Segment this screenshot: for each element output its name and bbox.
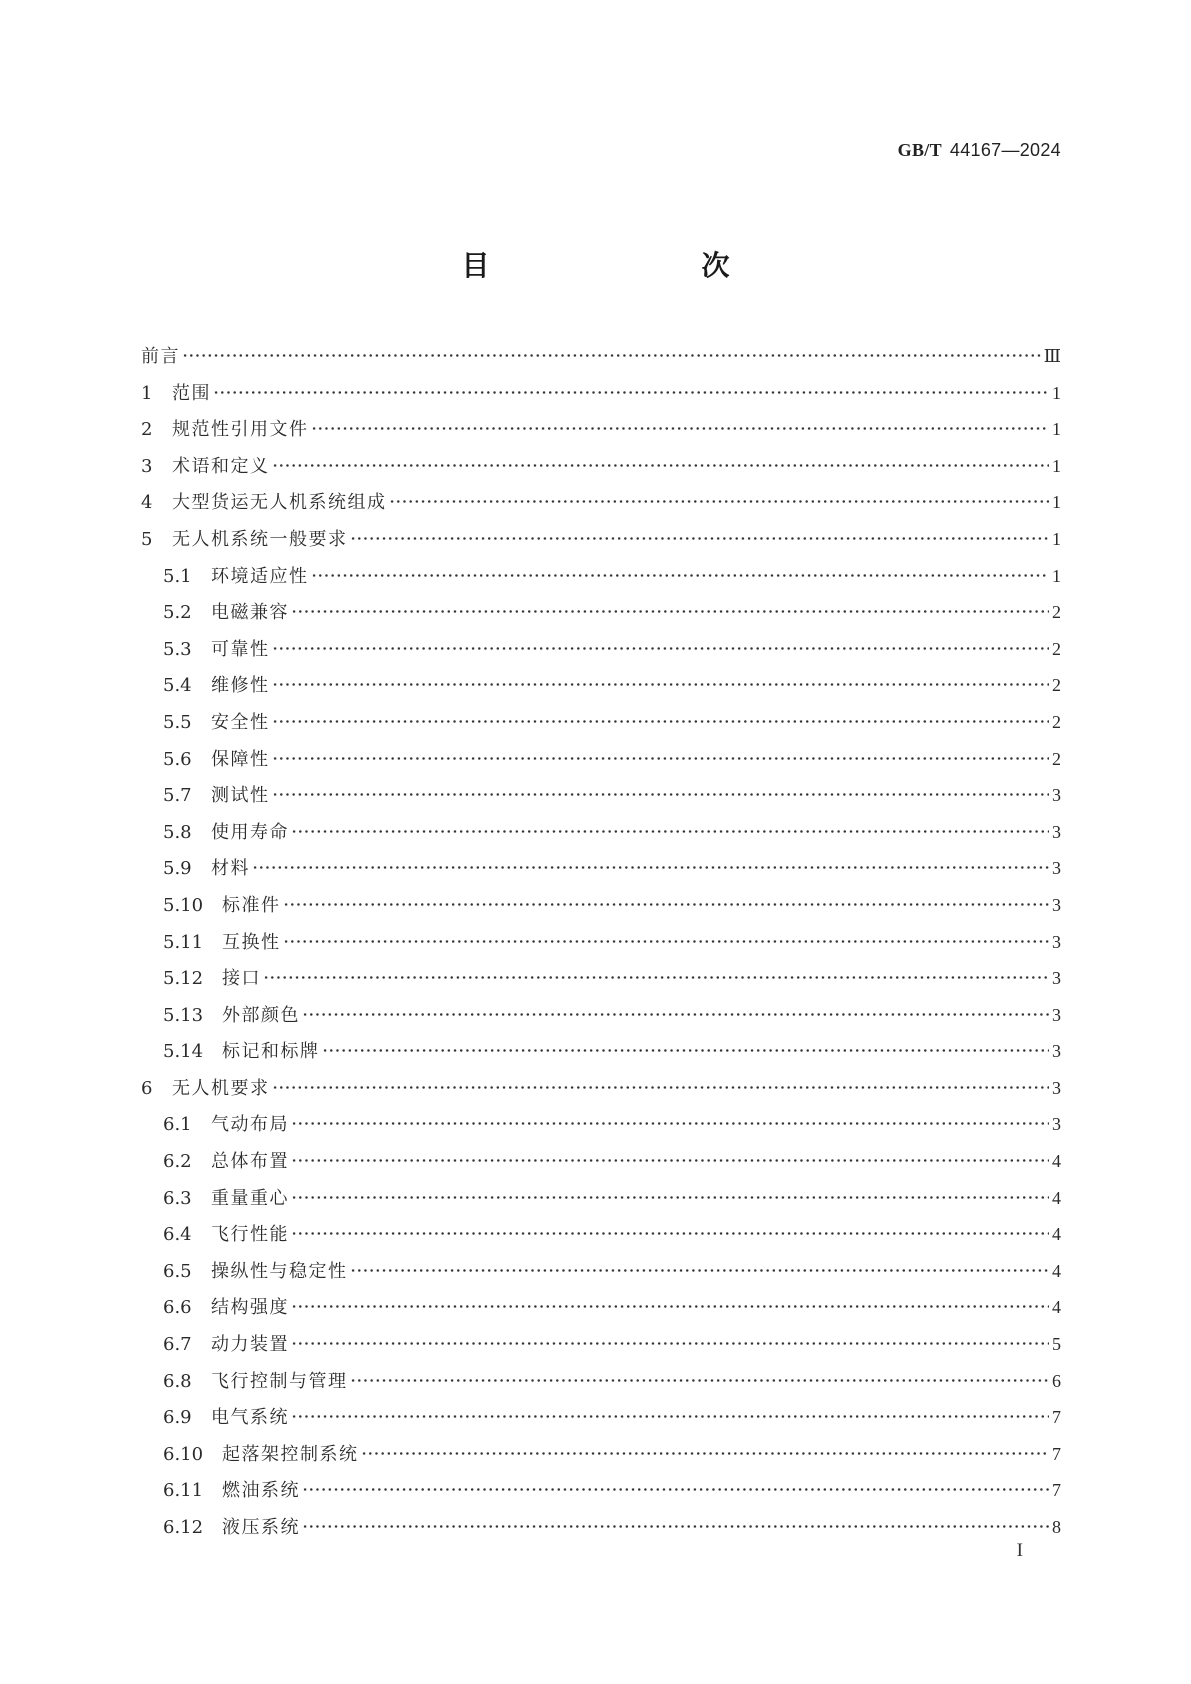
- toc-entry[interactable]: [141, 375, 1061, 412]
- dot-leader: [291, 1122, 1049, 1125]
- toc-entry-title: 术语和定义: [172, 455, 270, 477]
- toc-entry-page: 3: [1052, 968, 1061, 989]
- dot-leader: [213, 391, 1049, 394]
- dot-leader: [272, 720, 1050, 723]
- toc-entry-number: 5.12: [163, 968, 204, 990]
- toc-entry[interactable]: [141, 741, 1061, 778]
- dot-leader: [291, 1159, 1049, 1162]
- dot-leader: [272, 793, 1050, 796]
- dot-leader: [322, 1049, 1050, 1052]
- toc-entry-title: 标记和标牌: [222, 1041, 320, 1063]
- dot-leader: [302, 1525, 1049, 1528]
- page-number: I: [1016, 1540, 1023, 1561]
- toc-entry[interactable]: [141, 1253, 1061, 1290]
- toc-entry-number: 5.6: [163, 748, 192, 770]
- toc-entry-title: 液压系统: [222, 1517, 300, 1538]
- toc-entry-page: 7: [1052, 1407, 1061, 1428]
- toc-entry-number: 5.11: [163, 931, 204, 953]
- toc-entry-title: 无人机要求: [172, 1077, 270, 1099]
- dot-leader: [182, 354, 1042, 357]
- toc-entry-title: 互换性: [222, 931, 281, 953]
- toc-entry-page: 4: [1052, 1187, 1061, 1208]
- toc-entry-title: 无人机系统一般要求: [172, 528, 348, 550]
- standard-code: [898, 140, 1061, 161]
- dot-leader: [272, 757, 1050, 760]
- toc-entry-title: 维修性: [211, 675, 270, 697]
- toc-entry-number: 5.3: [163, 638, 192, 660]
- toc-entry-title: 气动布局: [211, 1114, 289, 1136]
- toc-entry-page: 1: [1052, 455, 1061, 476]
- toc-entry-page: 4: [1052, 1297, 1061, 1318]
- toc-entry-page: 1: [1052, 528, 1061, 549]
- toc-entry-number: 5.13: [163, 1004, 204, 1026]
- toc-entry-title: 飞行控制与管理: [211, 1370, 348, 1392]
- dot-leader: [311, 574, 1050, 577]
- standard-number: 44167—2024: [949, 140, 1061, 160]
- toc-entry-title: 安全性: [211, 711, 270, 733]
- dot-leader: [302, 1013, 1049, 1016]
- dot-leader: [361, 1452, 1050, 1455]
- toc-entry-number: 5.5: [163, 711, 192, 733]
- toc-entry[interactable]: [141, 704, 1061, 741]
- toc-entry[interactable]: [141, 1436, 1061, 1473]
- toc-entry-title: 测试性: [211, 785, 270, 807]
- toc-entry-number: 6.9: [163, 1407, 192, 1429]
- toc-entry-page: 4: [1052, 1224, 1061, 1245]
- toc-entry-title: 重量重心: [211, 1187, 289, 1209]
- toc-entry[interactable]: [141, 1143, 1061, 1180]
- toc-entry-page: Ⅲ: [1043, 346, 1061, 366]
- table-of-contents: [141, 338, 1061, 1546]
- toc-entry-page: 7: [1052, 1443, 1061, 1464]
- toc-entry-title: 接口: [222, 968, 261, 990]
- toc-entry[interactable]: [141, 1106, 1061, 1143]
- toc-entry[interactable]: [141, 448, 1061, 485]
- toc-entry[interactable]: [141, 850, 1061, 887]
- dot-leader: [263, 976, 1049, 979]
- dot-leader: [350, 1269, 1050, 1272]
- toc-entry[interactable]: [141, 1033, 1061, 1070]
- toc-entry-page: 3: [1052, 821, 1061, 842]
- dot-leader: [272, 464, 1050, 467]
- toc-entry-number: 4: [141, 492, 153, 514]
- toc-entry[interactable]: [141, 777, 1061, 814]
- toc-entry-number: 6.8: [163, 1370, 192, 1392]
- toc-entry-page: 2: [1052, 638, 1061, 659]
- toc-entry-title: 燃油系统: [222, 1480, 300, 1502]
- toc-entry-number: 5.4: [163, 675, 192, 697]
- dot-leader: [291, 1232, 1049, 1235]
- dot-leader: [311, 427, 1050, 430]
- dot-leader: [283, 940, 1050, 943]
- toc-entry-title: 大型货运无人机系统组成: [172, 492, 387, 514]
- toc-entry[interactable]: [141, 1289, 1061, 1326]
- dot-leader: [291, 610, 1049, 613]
- toc-entry-title: 起落架控制系统: [222, 1443, 359, 1465]
- toc-entry-number: 2: [141, 419, 153, 441]
- toc-entry-number: 6.7: [163, 1334, 192, 1356]
- page-title: 目 次: [461, 249, 782, 282]
- toc-entry-page: 2: [1052, 711, 1061, 732]
- toc-entry-title: 飞行性能: [211, 1224, 289, 1246]
- toc-entry-page: 6: [1052, 1370, 1061, 1391]
- toc-entry-title: 动力装置: [211, 1334, 289, 1356]
- toc-entry-title: 前言: [141, 346, 180, 367]
- toc-entry-page: 4: [1052, 1151, 1061, 1172]
- toc-entry-title: 保障性: [211, 748, 270, 770]
- toc-entry-number: 5.8: [163, 821, 192, 843]
- toc-entry-title: 使用寿命: [211, 821, 289, 843]
- dot-leader: [272, 1086, 1050, 1089]
- toc-entry-title: 环境适应性: [211, 565, 309, 587]
- toc-entry-title: 材料: [211, 858, 250, 880]
- toc-entry-number: 5.2: [163, 602, 192, 624]
- toc-entry-page: 3: [1052, 894, 1061, 915]
- toc-entry-number: 6.3: [163, 1187, 192, 1209]
- toc-entry[interactable]: [141, 338, 1061, 375]
- toc-entry-page: 1: [1052, 565, 1061, 586]
- toc-entry[interactable]: [141, 1472, 1061, 1509]
- toc-entry[interactable]: [141, 594, 1061, 631]
- toc-entry-title: 结构强度: [211, 1297, 289, 1319]
- toc-entry-page: 8: [1052, 1517, 1061, 1537]
- toc-entry-page: 2: [1052, 602, 1061, 623]
- toc-entry-title: 标准件: [222, 894, 281, 916]
- standard-prefix: GB/T: [897, 140, 942, 160]
- toc-entry[interactable]: [141, 484, 1061, 521]
- toc-entry-page: 2: [1052, 675, 1061, 696]
- dot-leader: [252, 866, 1049, 869]
- toc-entry[interactable]: [141, 1363, 1061, 1400]
- toc-entry[interactable]: [141, 1070, 1061, 1107]
- toc-entry-page: 1: [1052, 419, 1061, 440]
- toc-entry-page: 2: [1052, 748, 1061, 769]
- toc-entry[interactable]: [141, 997, 1061, 1034]
- toc-entry-page: 3: [1052, 785, 1061, 806]
- toc-entry[interactable]: [141, 960, 1061, 997]
- toc-entry-number: 5.10: [163, 894, 204, 916]
- toc-entry[interactable]: [141, 521, 1061, 558]
- toc-entry[interactable]: [141, 1399, 1061, 1436]
- dot-leader: [291, 1305, 1049, 1308]
- dot-leader: [291, 830, 1049, 833]
- toc-entry[interactable]: [141, 1180, 1061, 1217]
- toc-entry-page: 1: [1052, 382, 1061, 403]
- toc-entry-number: 5: [141, 528, 153, 550]
- toc-entry-number: 6.12: [163, 1517, 204, 1538]
- toc-entry-number: 1: [141, 382, 153, 404]
- toc-entry[interactable]: [141, 1326, 1061, 1363]
- dot-leader: [350, 537, 1050, 540]
- toc-entry[interactable]: [141, 1216, 1061, 1253]
- toc-entry-number: 5.14: [163, 1041, 204, 1063]
- toc-entry[interactable]: [141, 411, 1061, 448]
- toc-entry-title: 电磁兼容: [211, 602, 289, 624]
- toc-entry[interactable]: [141, 1509, 1061, 1546]
- dot-leader: [389, 500, 1050, 503]
- toc-entry[interactable]: [141, 558, 1061, 595]
- toc-entry-number: 5.7: [163, 785, 192, 807]
- toc-entry-number: 6.4: [163, 1224, 192, 1246]
- toc-entry-number: 6.6: [163, 1297, 192, 1319]
- toc-entry-number: 3: [141, 455, 153, 477]
- toc-entry[interactable]: [141, 631, 1061, 668]
- dot-leader: [350, 1379, 1050, 1382]
- toc-entry-number: 6.1: [163, 1114, 192, 1136]
- toc-entry-page: 3: [1052, 1077, 1061, 1098]
- toc-entry-title: 操纵性与稳定性: [211, 1260, 348, 1282]
- toc-entry-page: 3: [1052, 1114, 1061, 1135]
- toc-entry-page: 3: [1052, 1004, 1061, 1025]
- dot-leader: [283, 903, 1050, 906]
- toc-entry-number: 6.10: [163, 1443, 204, 1465]
- toc-entry-page: 1: [1052, 492, 1061, 513]
- toc-entry-title: 规范性引用文件: [172, 419, 309, 441]
- toc-entry-number: 5.1: [163, 565, 192, 587]
- dot-leader: [291, 1415, 1049, 1418]
- toc-entry-title: 外部颜色: [222, 1004, 300, 1026]
- toc-entry-page: 3: [1052, 1041, 1061, 1062]
- toc-entry-number: 6.2: [163, 1151, 192, 1173]
- toc-entry-page: 4: [1052, 1260, 1061, 1281]
- toc-entry-title: 电气系统: [211, 1407, 289, 1429]
- dot-leader: [302, 1488, 1049, 1491]
- toc-entry-number: 6.11: [163, 1480, 204, 1502]
- toc-entry-title: 总体布置: [211, 1151, 289, 1173]
- toc-entry-number: 5.9: [163, 858, 192, 880]
- dot-leader: [291, 1342, 1049, 1345]
- dot-leader: [272, 647, 1050, 650]
- toc-entry-page: 3: [1052, 931, 1061, 952]
- toc-entry[interactable]: [141, 887, 1061, 924]
- dot-leader: [291, 1196, 1049, 1199]
- toc-entry[interactable]: [141, 814, 1061, 851]
- toc-entry-number: 6.5: [163, 1260, 192, 1282]
- toc-entry-page: 7: [1052, 1480, 1061, 1501]
- toc-entry-page: 3: [1052, 858, 1061, 879]
- toc-entry-title: 范围: [172, 382, 211, 404]
- toc-entry[interactable]: [141, 667, 1061, 704]
- toc-entry-title: 可靠性: [211, 638, 270, 660]
- toc-entry[interactable]: [141, 924, 1061, 961]
- toc-entry-page: 5: [1052, 1334, 1061, 1355]
- dot-leader: [272, 683, 1050, 686]
- toc-entry-number: 6: [141, 1077, 153, 1099]
